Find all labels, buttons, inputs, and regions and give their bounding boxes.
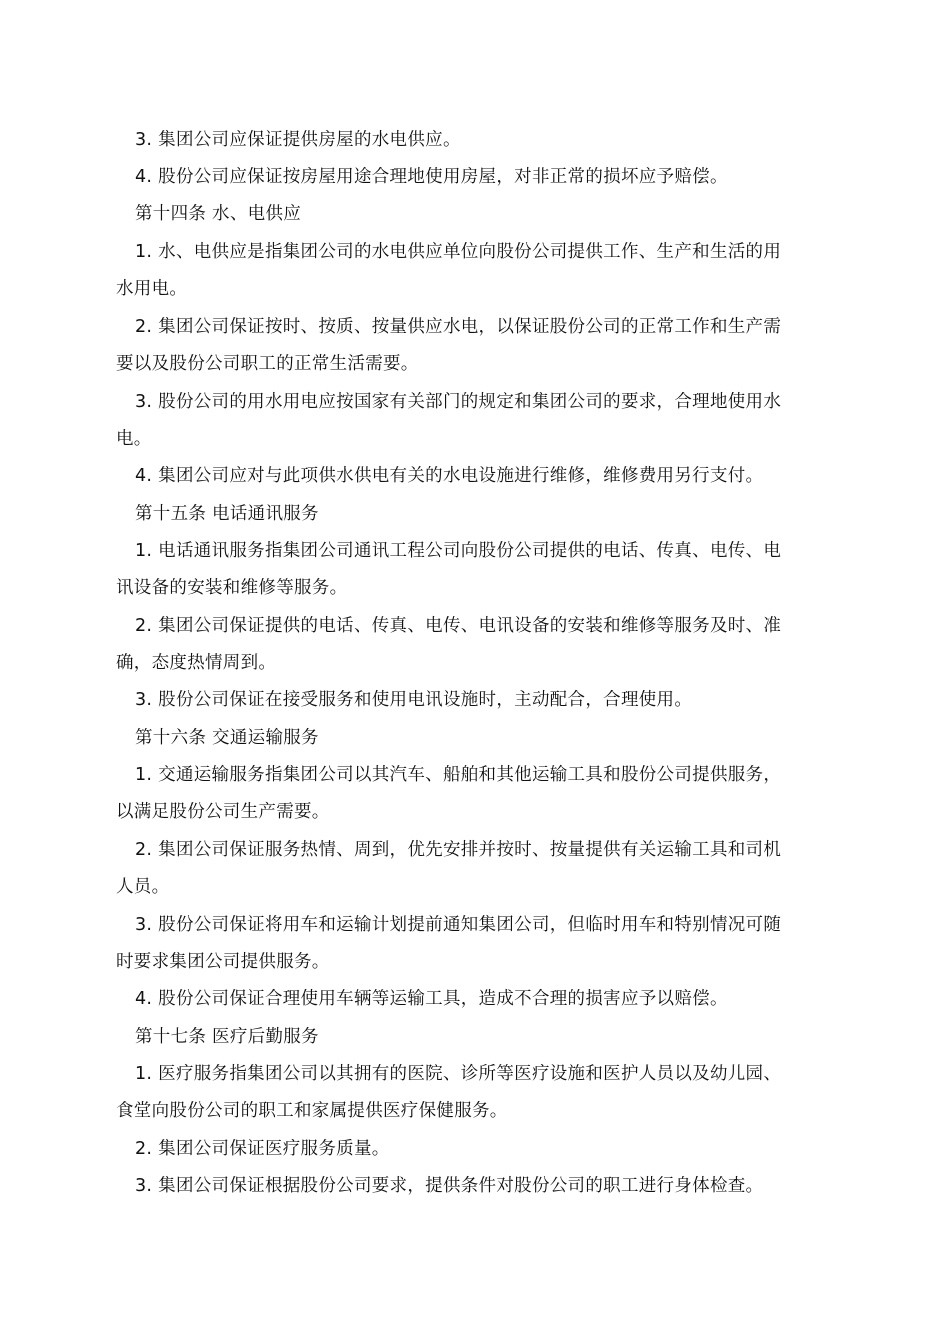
article-14-item-3-line-1: 3. 股份公司的用水用电应按国家有关部门的规定和集团公司的要求，合理地使用水 bbox=[135, 392, 782, 412]
article-16-heading: 第十六条 交通运输服务 bbox=[135, 728, 319, 748]
item-4-housing-use: 4. 股份公司应保证按房屋用途合理地使用房屋，对非正常的损坏应予赔偿。 bbox=[135, 167, 728, 187]
article-16-item-3-line-1: 3. 股份公司保证将用车和运输计划提前通知集团公司，但临时用车和特别情况可随 bbox=[135, 915, 782, 935]
article-17-item-3: 3. 集团公司保证根据股份公司要求，提供条件对股份公司的职工进行身体检查。 bbox=[135, 1176, 764, 1196]
article-17-item-1-line-1: 1. 医疗服务指集团公司以其拥有的医院、诊所等医疗设施和医护人员以及幼儿园、 bbox=[135, 1064, 782, 1084]
article-15-item-1-line-2: 讯设备的安装和维修等服务。 bbox=[116, 578, 348, 598]
article-14-item-1-line-2: 水用电。 bbox=[116, 279, 188, 299]
article-14-item-2-line-1: 2. 集团公司保证按时、按质、按量供应水电，以保证股份公司的正常工作和生产需 bbox=[135, 317, 782, 337]
article-17-item-1-line-2: 食堂向股份公司的职工和家属提供医疗保健服务。 bbox=[116, 1101, 508, 1121]
article-16-item-2-line-1: 2. 集团公司保证服务热情、周到，优先安排并按时、按量提供有关运输工具和司机 bbox=[135, 840, 782, 860]
article-17-heading: 第十七条 医疗后勤服务 bbox=[135, 1027, 319, 1047]
article-14-heading: 第十四条 水、电供应 bbox=[135, 204, 302, 224]
article-15-item-1-line-1: 1. 电话通讯服务指集团公司通讯工程公司向股份公司提供的电话、传真、电传、电 bbox=[135, 541, 782, 561]
article-14-item-2-line-2: 要以及股份公司职工的正常生活需要。 bbox=[116, 354, 419, 374]
article-15-item-2-line-1: 2. 集团公司保证提供的电话、传真、电传、电讯设备的安装和维修等服务及时、准 bbox=[135, 616, 782, 636]
article-17-item-2: 2. 集团公司保证医疗服务质量。 bbox=[135, 1139, 390, 1159]
item-3-housing-utilities: 3. 集团公司应保证提供房屋的水电供应。 bbox=[135, 130, 461, 150]
article-16-item-2-line-2: 人员。 bbox=[116, 877, 170, 897]
article-15-item-2-line-2: 确，态度热情周到。 bbox=[116, 653, 277, 673]
article-16-item-1-line-1: 1. 交通运输服务指集团公司以其汽车、船舶和其他运输工具和股份公司提供服务， bbox=[135, 765, 782, 785]
article-15-heading: 第十五条 电话通讯服务 bbox=[135, 504, 319, 524]
article-16-item-3-line-2: 时要求集团公司提供服务。 bbox=[116, 952, 330, 972]
article-15-item-3: 3. 股份公司保证在接受服务和使用电讯设施时，主动配合，合理使用。 bbox=[135, 690, 693, 710]
article-14-item-4: 4. 集团公司应对与此项供水供电有关的水电设施进行维修，维修费用另行支付。 bbox=[135, 466, 764, 486]
article-14-item-1-line-1: 1. 水、电供应是指集团公司的水电供应单位向股份公司提供工作、生产和生活的用 bbox=[135, 242, 782, 262]
article-16-item-1-line-2: 以满足股份公司生产需要。 bbox=[116, 802, 330, 822]
article-16-item-4: 4. 股份公司保证合理使用车辆等运输工具，造成不合理的损害应予以赔偿。 bbox=[135, 989, 728, 1009]
article-14-item-3-line-2: 电。 bbox=[116, 429, 152, 449]
